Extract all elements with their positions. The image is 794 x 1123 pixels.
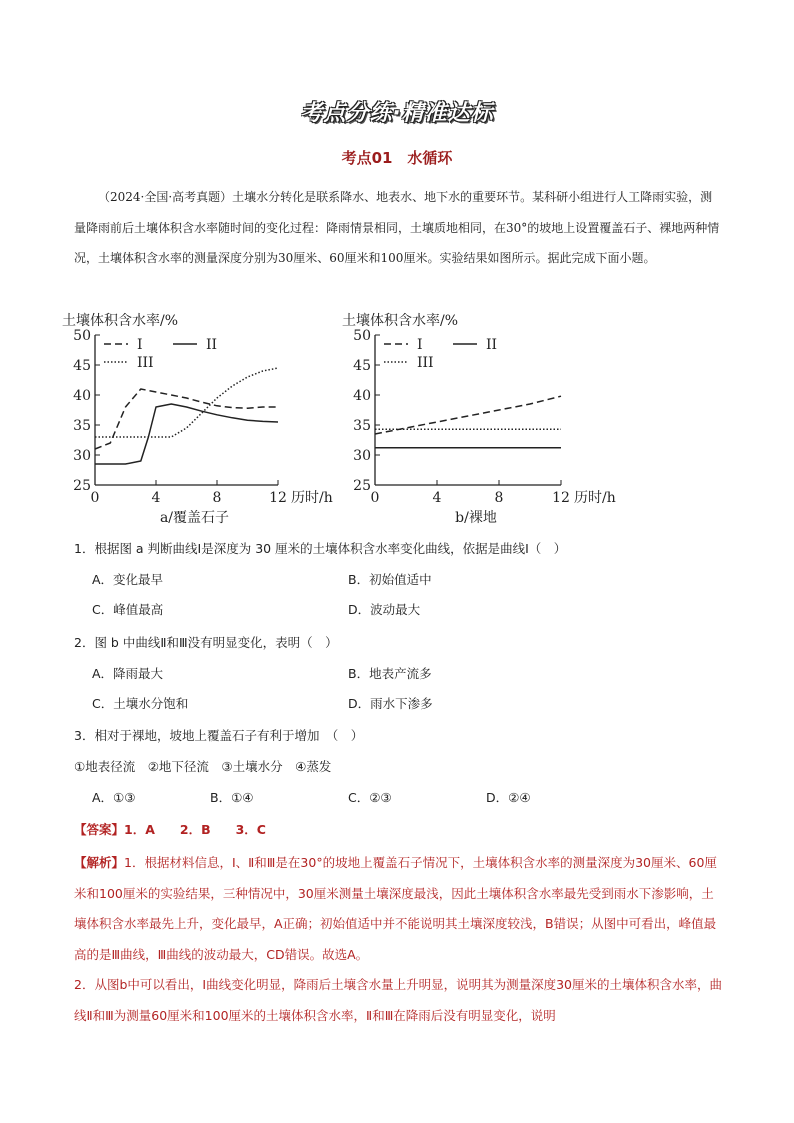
y-tick-label: 50 (353, 328, 371, 344)
analysis-label: 【解析】 (74, 855, 125, 870)
chart-caption: a/覆盖石子 (159, 510, 230, 526)
q1-option-c[interactable]: C．峰值最高 (92, 602, 164, 617)
q3-option-b[interactable]: B．①④ (210, 790, 254, 805)
chart-a (62, 312, 333, 526)
q2-option-d[interactable]: D．雨水下渗多 (348, 696, 433, 711)
y-tick-label: 50 (73, 328, 91, 344)
q2-stem: 2．图 b 中曲线Ⅱ和Ⅲ没有明显变化，表明（ ） (74, 635, 338, 650)
legend-label-III: III (417, 355, 434, 371)
y-tick-label: 35 (353, 418, 371, 434)
y-tick-label: 30 (73, 448, 91, 464)
x-tick-label: 4 (432, 490, 442, 506)
section-banner: 考点分练·精准达标 (300, 101, 494, 126)
y-tick-label: 25 (353, 478, 371, 494)
question-intro: （2024·全国·高考真题）土壤水分转化是联系降水、地表水、地下水的重要环节。某科研小组进行人工降雨实验，测量降雨前后土壤体积含水率随时间的变化过程：降雨情景相同，土壤质地相同，在30°的坡地上设置覆盖石子、裸地两种情况，土壤体积含水率的测量深度分别为30厘米、60厘米和100厘米。实验结果如图所示。据此完成下面小题。 (74, 190, 720, 265)
q3-items: ①地表径流 ②地下径流 ③土壤水分 ④蒸发 (74, 759, 332, 774)
q3-option-d[interactable]: D．②④ (486, 790, 531, 805)
legend-label-II: II (486, 337, 498, 353)
analysis-paragraph-2: 2．从图b中可以看出，Ⅰ曲线变化明显，降雨后土壤含水量上升明显，说明其为测量深度30厘米的土壤体积含水率，曲线Ⅱ和Ⅲ为测量60厘米和100厘米的土壤体积含水率，Ⅱ和Ⅲ在降雨后没有明显变化，说明 (74, 977, 722, 1023)
x-tick-label: 8 (212, 490, 222, 506)
series-line-I (95, 389, 278, 449)
q2-option-b[interactable]: B．地表产流多 (348, 666, 432, 681)
q3-stem: 3．相对于裸地，坡地上覆盖石子有利于增加 （ ） (74, 728, 364, 743)
answer-label: 【答案】 (74, 822, 125, 837)
q2-option-a[interactable]: A．降雨最大 (92, 666, 164, 681)
q3-option-c[interactable]: C．②③ (348, 790, 392, 805)
analysis-text-1: 1．根据材料信息，Ⅰ、Ⅱ和Ⅲ是在30°的坡地上覆盖石子情况下，土壤体积含水率的测量深度为30厘米、60厘米和100厘米的实验结果，三种情况中，30厘米测量土壤深度最浅，因此土壤体积含水率最先受到雨水下渗影响，土壤体积含水率最先上升，变化最早，A正确；初始值适中并不能说明其土壤深度较浅，B错误；从图中可看出，峰值最高的是Ⅲ曲线，Ⅲ曲线的波动最大，CD错误。故选A。 (74, 855, 717, 962)
x-tick-label: 4 (151, 490, 161, 506)
topic-title: 考点01 水循环 (341, 149, 453, 167)
q1-stem: 1．根据图 a 判断曲线Ⅰ是深度为 30 厘米的土壤体积含水率变化曲线，依据是曲线Ⅰ（ ） (74, 541, 567, 556)
y-tick-label: 45 (353, 358, 371, 374)
legend-label-I: I (137, 337, 143, 353)
y-tick-label: 25 (73, 478, 91, 494)
x-tick-label: 0 (370, 490, 380, 506)
x-tick-label: 8 (494, 490, 504, 506)
y-tick-label: 30 (353, 448, 371, 464)
chart-caption: b/裸地 (455, 510, 497, 526)
y-tick-label: 40 (353, 388, 371, 404)
y-tick-label: 40 (73, 388, 91, 404)
x-tick-label: 0 (90, 490, 100, 506)
answer-text: 1．A 2．B 3．C (124, 822, 266, 837)
x-axis-title: 历时/h (291, 490, 333, 506)
x-tick-label: 12 (269, 490, 287, 506)
analysis-block (74, 848, 724, 1031)
series-line-I (375, 396, 561, 434)
answer-line (74, 820, 266, 838)
legend-label-I: I (417, 337, 423, 353)
y-axis-title: 土壤体积含水率/% (62, 313, 179, 329)
charts-figure (62, 304, 682, 526)
series-line-III (95, 368, 278, 437)
q2-option-c[interactable]: C．土壤水分饱和 (92, 696, 189, 711)
y-axis-title: 土壤体积含水率/% (342, 313, 459, 329)
q1-option-d[interactable]: D．波动最大 (348, 602, 421, 617)
analysis-paragraph-1 (74, 848, 724, 970)
q1-option-a[interactable]: A．变化最早 (92, 572, 164, 587)
q3-option-a[interactable]: A．①③ (92, 790, 136, 805)
y-tick-label: 45 (73, 358, 91, 374)
y-tick-label: 35 (73, 418, 91, 434)
chart-b (342, 312, 616, 526)
x-axis-title: 历时/h (574, 490, 616, 506)
legend-label-III: III (137, 355, 154, 371)
q1-option-b[interactable]: B．初始值适中 (348, 572, 432, 587)
legend-label-II: II (206, 337, 218, 353)
x-tick-label: 12 (552, 490, 570, 506)
